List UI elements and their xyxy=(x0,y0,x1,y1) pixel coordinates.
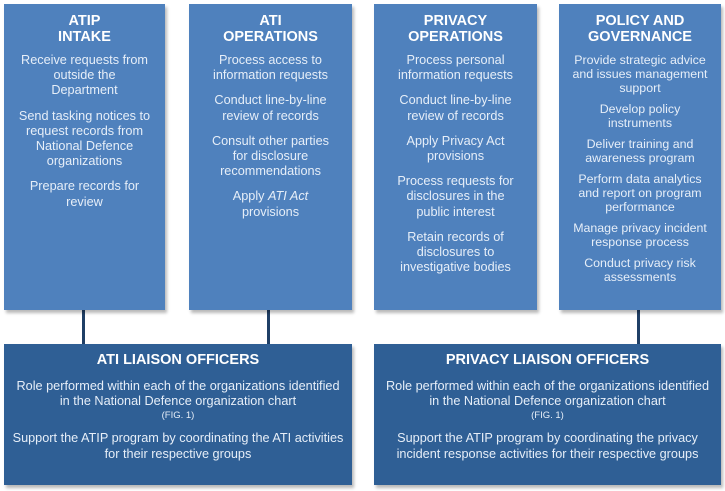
policy-governance-item: Conduct privacy risk assessments xyxy=(584,256,696,284)
connector-policy-governance xyxy=(637,308,640,346)
ati-operations-item: Conduct line-by-line review of records xyxy=(214,93,327,123)
atip-intake-title: ATIP INTAKE xyxy=(58,13,111,45)
policy-governance-item: Perform data analytics and report on program performance xyxy=(578,172,702,214)
ati-liaison-support: Support the ATIP program by coordinating the ATI activities for their respective groups xyxy=(12,431,344,461)
privacy-liaison-support: Support the ATIP program by coordinating the privacy incident response activities for their respective groups xyxy=(396,431,699,461)
privacy-operations-title: PRIVACY OPERATIONS xyxy=(408,13,503,45)
apply-text: Apply xyxy=(232,189,269,204)
ati-operations-item: Consult other parties for disclosure recommendations xyxy=(211,133,330,179)
policy-governance-title: POLICY AND GOVERNANCE xyxy=(588,13,692,45)
atip-intake-item: Send tasking notices to request records from National Defence organizations xyxy=(18,108,151,169)
privacy-operations-item: Retain records of disclosures to investigative bodies xyxy=(400,229,511,275)
policy-governance-box xyxy=(559,4,721,310)
atip-intake-box xyxy=(4,4,165,310)
privacy-liaison-officers-box xyxy=(374,344,721,485)
atip-intake-item: Receive requests from outside the Department xyxy=(21,53,148,98)
connector-atip-intake xyxy=(82,308,85,346)
privacy-operations-item: Apply Privacy Act provisions xyxy=(406,133,505,164)
ati-operations-item xyxy=(195,189,346,219)
ati-operations-item: Process access to information requests xyxy=(213,53,328,83)
privacy-operations-box xyxy=(374,4,537,310)
fig-reference: (FIG. 1) xyxy=(161,410,195,422)
policy-governance-item: Manage privacy incident response process xyxy=(573,221,707,249)
ati-act-text: ATI Act xyxy=(268,189,309,204)
privacy-operations-item: Process personal information requests xyxy=(398,53,513,83)
fig-reference: (FIG. 1) xyxy=(531,410,564,422)
privacy-operations-item: Conduct line-by-line review of records xyxy=(399,93,512,123)
ati-operations-box xyxy=(189,4,352,310)
privacy-liaison-role xyxy=(382,379,713,422)
atip-intake-item: Prepare records for review xyxy=(29,179,140,209)
privacy-liaison-role-text: Role performed within each of the organizations identified in the National Defence organization chart xyxy=(385,379,710,409)
policy-governance-item: Deliver training and awareness program xyxy=(585,137,695,165)
privacy-liaison-officers-title: PRIVACY LIAISON OFFICERS xyxy=(445,352,650,368)
ati-operations-title: ATI OPERATIONS xyxy=(223,13,318,45)
ati-liaison-role xyxy=(12,379,344,422)
connector-ati-operations xyxy=(267,308,270,346)
ati-liaison-officers-title: ATI LIAISON OFFICERS xyxy=(96,352,260,368)
ati-liaison-officers-box xyxy=(4,344,352,485)
ati-liaison-role-text: Role performed within each of the organizations identified in the National Defence organization chart xyxy=(16,379,340,409)
policy-governance-item: Provide strategic advice and issues management support xyxy=(572,53,708,95)
provisions-text: provisions xyxy=(241,204,300,219)
policy-governance-item: Develop policy instruments xyxy=(599,102,681,130)
privacy-operations-item: Process requests for disclosures in the public interest xyxy=(397,174,514,219)
